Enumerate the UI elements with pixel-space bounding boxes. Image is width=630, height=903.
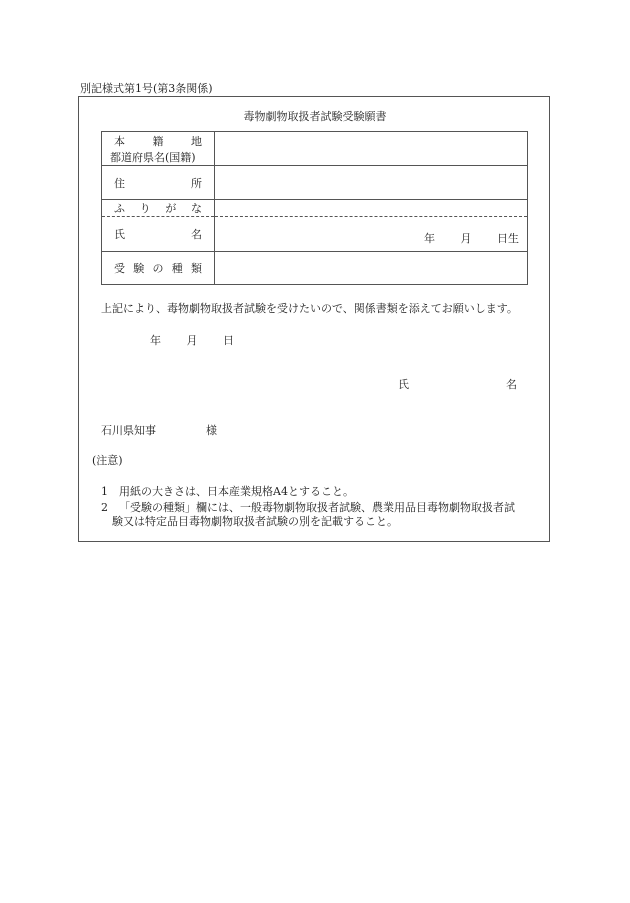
date-of-birth: 年 月 日生 [424, 232, 519, 245]
request-statement: 上記により、毒物劇物取扱者試験を受けたいので、関係書類を添えてお願いします。 [101, 302, 518, 315]
name-row [102, 217, 528, 252]
document-title: 毒物劇物取扱者試験受験願書 [243, 110, 387, 123]
honorific: 様 [206, 424, 217, 437]
notes-heading: (注意) [92, 454, 123, 467]
exam-type-field[interactable] [215, 252, 528, 285]
note-item-1: 1 用紙の大きさは、日本産業規格A4とすること。 [101, 485, 354, 498]
furigana-row [102, 200, 528, 217]
form-number-label: 別記様式第1号(第3条関係) [80, 82, 213, 95]
applicant-info-table [101, 131, 528, 285]
honseki-field[interactable] [215, 132, 528, 166]
addressee [101, 422, 217, 438]
signature-shi: 氏 [398, 378, 409, 391]
honseki-row [102, 132, 528, 166]
address-row [102, 166, 528, 200]
honseki-sublabel: 都道府県名(国籍) [110, 150, 196, 164]
note-item-2-continuation: 験又は特定品目毒物劇物取扱者試験の別を記載すること。 [112, 515, 398, 528]
honseki-label: 本 籍 地 都道府県名(国籍) [102, 132, 215, 166]
application-date: 年 月 日 [150, 334, 234, 347]
name-label: 氏 名 [102, 217, 215, 252]
exam-type-row [102, 252, 528, 285]
furigana-label: ふ り が な [102, 200, 215, 217]
governor-title: 石川県知事 [101, 424, 156, 437]
exam-type-label: 受 験 の 種 類 [102, 252, 215, 285]
furigana-field[interactable] [215, 200, 528, 217]
signature-mei: 名 [506, 378, 517, 391]
name-field[interactable] [215, 217, 528, 252]
address-field[interactable] [215, 166, 528, 200]
address-label: 住 所 [102, 166, 215, 200]
note-item-2: 2 「受験の種類」欄には、一般毒物劇物取扱者試験、農業用品目毒物劇物取扱者試 [101, 501, 515, 514]
